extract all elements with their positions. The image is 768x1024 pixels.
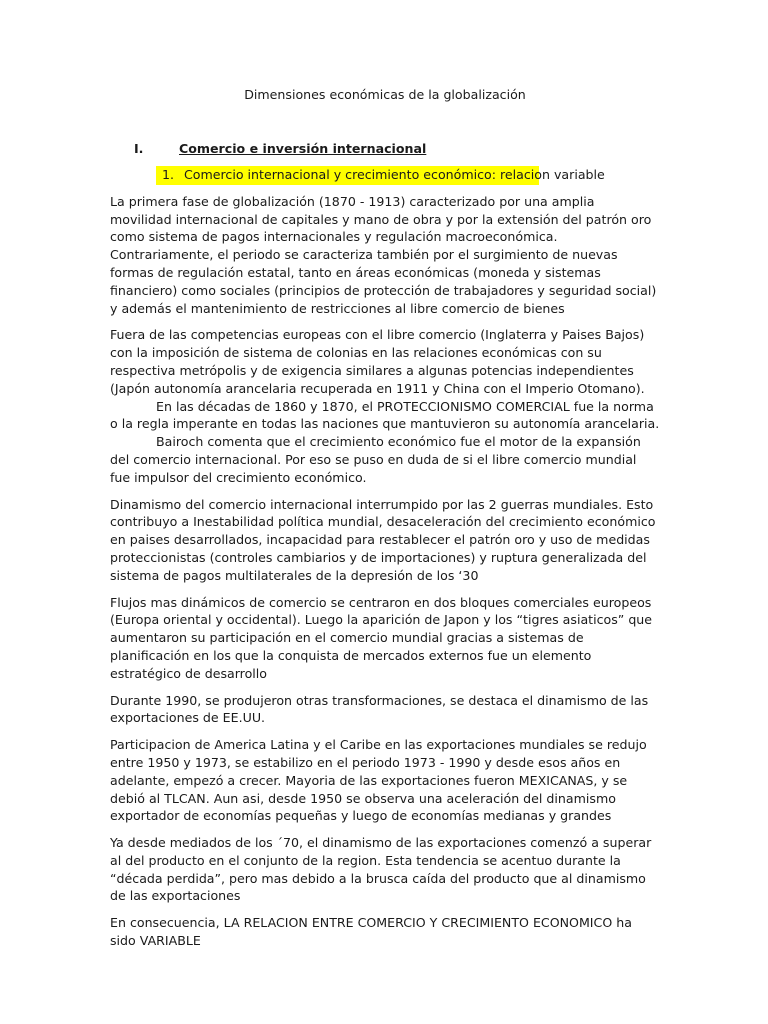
subsection-number: 1. (162, 166, 175, 182)
section-heading-roman (110, 140, 660, 160)
document-body (110, 86, 660, 959)
paragraph: Bairoch comenta que el crecimiento económico fue el motor de la expansión del comercio internacional. Por eso se puso en duda de si el libre comercio mundial fue impulsor del crecimiento económico. (110, 434, 641, 485)
paragraph: Ya desde mediados de los ´70, el dinamismo de las exportaciones comenzó a superar al del producto en el conjunto de la region. Esta tendencia se acentuo durante la “década perdida”, pero mas debido a la brusca caída del producto que al dinamismo de las exportaciones (110, 835, 652, 904)
subsection-title: Comercio internacional y crecimiento económico: relacion variable (184, 166, 605, 182)
subsection-heading (110, 166, 660, 186)
section-title: Comercio e inversión internacional (179, 140, 427, 156)
paragraph: Durante 1990, se produjeron otras transformaciones, se destaca el dinamismo de las exportaciones de EE.UU. (110, 692, 649, 726)
paragraph: La primera fase de globalización (1870 - 1913) caracterizado por una amplia movilidad internacional de capitales y mano de obra y por la extensión del patrón oro como sistema de pagos internacionales y regulación macroeconómica. Contrariamente, el periodo se caracteriza también por el surgimiento de nuevas formas de regulación estatal, tanto en áreas económicas (moneda y sistemas financiero) como sociales (principios de protección de trabajadores y seguridad social) y además el mantenimiento de restricciones al libre comercio de bienes (110, 193, 657, 316)
paragraph: En las décadas de 1860 y 1870, el PROTECCIONISMO COMERCIAL fue la norma o la regla imperante en todas las naciones que mantuvieron su autonomía arancelaria. (110, 398, 660, 432)
document-title: Dimensiones económicas de la globalización (244, 87, 526, 102)
paragraph: Dinamismo del comercio internacional interrumpido por las 2 guerras mundiales. Esto contribuyo a Inestabilidad política mundial, desaceleración del crecimiento económico en paises desarrollados, incapacidad para restablecer el patrón oro y uso de medidas proteccionistas (controles cambiarios y de importaciones) y ruptura generalizada del sistema de pagos multilaterales de la depresión de los ‘30 (110, 496, 656, 583)
paragraph: Participacion de America Latina y el Caribe en las exportaciones mundiales se redujo entre 1950 y 1973, se estabilizo en el periodo 1973 - 1990 y desde esos años en adelante, empezó a crecer. Mayoria de las exportaciones fueron MEXICANAS, y se debió al TLCAN. Aun asi, desde 1950 se observa una aceleración del dinamismo exportador de economías pequeñas y luego de economías medianas y grandes (110, 737, 647, 824)
paragraph: En consecuencia, LA RELACION ENTRE COMERCIO Y CRECIMIENTO ECONOMICO ha sido VARIABLE (110, 915, 632, 949)
paragraph: Flujos mas dinámicos de comercio se centraron en dos bloques comerciales europeos (Europa oriental y occidental). Luego la aparición de Japon y los “tigres asiaticos” que aumentaron su participación en el comercio mundial gracias a sistemas de planificación en los que la conquista de mercados externos fue un elemento estratégico de desarrollo (110, 594, 653, 681)
section-number: I. (134, 140, 144, 156)
paragraph: Fuera de las competencias europeas con el libre comercio (Inglaterra y Paises Bajos) con la imposición de sistema de colonias en las relaciones económicas con su respectiva metrópolis y de exigencia similares a algunas potencias independientes (Japón autonomía arancelaria recuperada en 1911 y China con el Imperio Otomano). (110, 327, 645, 396)
